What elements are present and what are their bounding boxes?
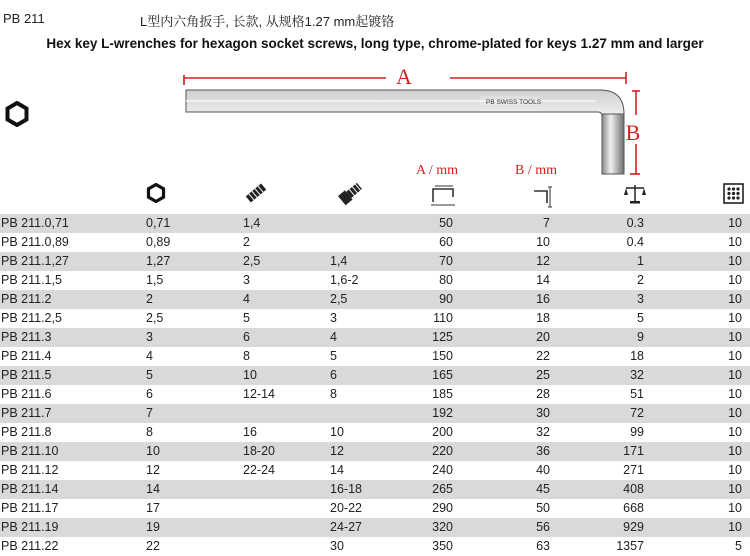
- title-chinese: L型内六角扳手, 长款, 从规格1.27 mm起镀铬: [140, 14, 395, 29]
- cell-article-number: PB 211.19: [1, 520, 59, 534]
- cell-set-screw-size: 22-24: [243, 463, 275, 477]
- cell-hex-size: 0,89: [146, 235, 171, 249]
- table-row: [0, 233, 750, 252]
- cell-package-qty: 10: [728, 368, 742, 382]
- cell-set-screw-size: 4: [243, 292, 250, 306]
- cell-set-screw-size: 2,5: [243, 254, 261, 268]
- cell-length-b: 16: [536, 292, 550, 306]
- cell-cap-screw-size: 16-18: [330, 482, 362, 496]
- cell-weight: 72: [630, 406, 644, 420]
- cell-package-qty: 10: [728, 216, 742, 230]
- cell-package-qty: 10: [728, 444, 742, 458]
- cell-cap-screw-size: 1,4: [330, 254, 348, 268]
- cell-weight: 171: [623, 444, 644, 458]
- cell-length-b: 20: [536, 330, 550, 344]
- product-code: PB 211: [3, 11, 45, 26]
- cell-article-number: PB 211.2,5: [1, 311, 62, 325]
- cell-article-number: PB 211.1,27: [1, 254, 69, 268]
- cell-hex-size: 14: [146, 482, 160, 496]
- cell-length-a: 165: [432, 368, 453, 382]
- dimension-b-icon: [531, 185, 555, 209]
- cell-length-a: 80: [439, 273, 453, 287]
- cell-weight: 271: [623, 463, 644, 477]
- cell-length-b: 30: [536, 406, 550, 420]
- cell-cap-screw-size: 24-27: [330, 520, 362, 534]
- cell-package-qty: 5: [735, 539, 742, 553]
- cell-weight: 1357: [616, 539, 644, 553]
- table-row: [0, 366, 750, 385]
- cell-length-a: 220: [432, 444, 453, 458]
- cell-weight: 32: [630, 368, 644, 382]
- cell-length-b: 12: [536, 254, 550, 268]
- table-row: [0, 290, 750, 309]
- cell-article-number: PB 211.17: [1, 501, 59, 515]
- cell-package-qty: 10: [728, 349, 742, 363]
- cell-article-number: PB 211.6: [1, 387, 52, 401]
- cell-length-b: 40: [536, 463, 550, 477]
- cell-weight: 18: [630, 349, 644, 363]
- cell-hex-size: 1,27: [146, 254, 171, 268]
- cell-weight: 0.3: [626, 216, 644, 230]
- table-row: [0, 480, 750, 499]
- cell-weight: 9: [637, 330, 644, 344]
- cell-set-screw-size: 8: [243, 349, 250, 363]
- cell-length-a: 290: [432, 501, 453, 515]
- table-row: [0, 385, 750, 404]
- cell-length-b: 45: [536, 482, 550, 496]
- cell-weight: 929: [623, 520, 644, 534]
- cell-hex-size: 17: [146, 501, 160, 515]
- cell-hex-size: 8: [146, 425, 153, 439]
- cell-hex-size: 2: [146, 292, 153, 306]
- cell-weight: 51: [630, 387, 644, 401]
- dimension-a-label: A: [396, 64, 412, 89]
- table-row: [0, 328, 750, 347]
- cell-hex-size: 19: [146, 520, 160, 534]
- cell-length-a: 200: [432, 425, 453, 439]
- cell-hex-size: 2,5: [146, 311, 164, 325]
- cell-set-screw-size: 18-20: [243, 444, 275, 458]
- cell-cap-screw-size: 14: [330, 463, 344, 477]
- cell-length-b: 36: [536, 444, 550, 458]
- cell-weight: 99: [630, 425, 644, 439]
- cell-length-a: 50: [439, 216, 453, 230]
- table-row: [0, 442, 750, 461]
- table-row: [0, 499, 750, 518]
- cell-package-qty: 10: [728, 292, 742, 306]
- cell-length-a: 265: [432, 482, 453, 496]
- cell-cap-screw-size: 4: [330, 330, 337, 344]
- cell-article-number: PB 211.8: [1, 425, 52, 439]
- cell-hex-size: 12: [146, 463, 160, 477]
- cell-length-a: 110: [433, 311, 453, 325]
- cell-length-b: 14: [536, 273, 550, 287]
- cell-cap-screw-size: 5: [330, 349, 337, 363]
- cell-package-qty: 10: [728, 501, 742, 515]
- socket-cap-screw-icon: [338, 180, 364, 206]
- cell-length-b: 18: [536, 311, 550, 325]
- cell-package-qty: 10: [728, 330, 742, 344]
- cell-length-b: 63: [536, 539, 550, 553]
- cell-hex-size: 10: [146, 444, 160, 458]
- spec-table: [0, 214, 750, 556]
- cell-weight: 5: [637, 311, 644, 325]
- cell-package-qty: 10: [728, 254, 742, 268]
- cell-package-qty: 10: [728, 311, 742, 325]
- column-label-a: A / mm: [416, 163, 459, 178]
- cell-hex-size: 0,71: [146, 216, 171, 230]
- cell-length-b: 7: [543, 216, 550, 230]
- cell-article-number: PB 211.12: [1, 463, 59, 477]
- column-label-b: B / mm: [515, 163, 558, 178]
- cell-length-b: 10: [536, 235, 550, 249]
- cell-package-qty: 10: [728, 273, 742, 287]
- cell-length-b: 32: [536, 425, 550, 439]
- cell-article-number: PB 211.1,5: [1, 273, 62, 287]
- dimension-b-label: B: [625, 120, 641, 145]
- cell-set-screw-size: 12-14: [243, 387, 275, 401]
- cell-article-number: PB 211.0,71: [1, 216, 69, 230]
- cell-package-qty: 10: [728, 406, 742, 420]
- cell-package-qty: 10: [728, 425, 742, 439]
- cell-set-screw-size: 10: [243, 368, 257, 382]
- cell-set-screw-size: 2: [243, 235, 250, 249]
- table-row: [0, 309, 750, 328]
- set-screw-icon: [243, 182, 269, 204]
- cell-length-a: 240: [432, 463, 453, 477]
- cell-cap-screw-size: 6: [330, 368, 337, 382]
- cell-hex-size: 22: [146, 539, 160, 553]
- table-row: [0, 423, 750, 442]
- cell-cap-screw-size: 3: [330, 311, 337, 325]
- cell-length-b: 22: [536, 349, 550, 363]
- cell-length-a: 320: [432, 520, 453, 534]
- cell-article-number: PB 211.3: [1, 330, 52, 344]
- cell-length-a: 60: [439, 235, 453, 249]
- cell-hex-size: 3: [146, 330, 153, 344]
- cell-cap-screw-size: 8: [330, 387, 337, 401]
- cell-article-number: PB 211.7: [1, 406, 52, 420]
- table-row: [0, 518, 750, 537]
- cell-length-b: 28: [536, 387, 550, 401]
- balance-scale-icon: [623, 183, 647, 205]
- dimension-a-icon: [431, 185, 457, 207]
- cell-article-number: PB 211.22: [1, 539, 59, 553]
- cell-package-qty: 10: [728, 387, 742, 401]
- cell-hex-size: 4: [146, 349, 153, 363]
- cell-article-number: PB 211.2: [1, 292, 52, 306]
- cell-package-qty: 10: [728, 235, 742, 249]
- cell-set-screw-size: 16: [243, 425, 257, 439]
- cell-length-a: 90: [439, 292, 453, 306]
- cell-cap-screw-size: 12: [330, 444, 344, 458]
- cell-hex-size: 1,5: [146, 273, 164, 287]
- cell-weight: 3: [637, 292, 644, 306]
- cell-article-number: PB 211.10: [1, 444, 59, 458]
- cell-cap-screw-size: 1,6-2: [330, 273, 359, 287]
- cell-weight: 1: [637, 254, 644, 268]
- cell-length-b: 50: [536, 501, 550, 515]
- table-row: [0, 271, 750, 290]
- cell-weight: 668: [623, 501, 644, 515]
- cell-length-a: 150: [432, 349, 453, 363]
- cell-set-screw-size: 1,4: [243, 216, 261, 230]
- cell-weight: 408: [623, 482, 644, 496]
- cell-hex-size: 5: [146, 368, 153, 382]
- cell-cap-screw-size: 2,5: [330, 292, 348, 306]
- cell-set-screw-size: 6: [243, 330, 250, 344]
- cell-length-a: 350: [432, 539, 453, 553]
- table-row: [0, 347, 750, 366]
- cell-package-qty: 10: [728, 463, 742, 477]
- hexagon-icon: [146, 183, 166, 203]
- cell-length-a: 192: [432, 406, 453, 420]
- cell-article-number: PB 211.0,89: [1, 235, 69, 249]
- cell-package-qty: 10: [728, 520, 742, 534]
- brand-engraving: PB SWISS TOOLS: [486, 99, 542, 106]
- cell-weight: 2: [637, 273, 644, 287]
- table-row: [0, 461, 750, 480]
- cell-cap-screw-size: 20-22: [330, 501, 362, 515]
- cell-package-qty: 10: [728, 482, 742, 496]
- cell-article-number: PB 211.5: [1, 368, 52, 382]
- cell-hex-size: 6: [146, 387, 153, 401]
- table-row: [0, 252, 750, 271]
- cell-length-a: 185: [432, 387, 453, 401]
- table-row: [0, 214, 750, 233]
- cell-article-number: PB 211.4: [1, 349, 52, 363]
- cell-set-screw-size: 3: [243, 273, 250, 287]
- table-row: [0, 404, 750, 423]
- cell-length-a: 125: [432, 330, 453, 344]
- cell-weight: 0.4: [626, 235, 644, 249]
- title-english: Hex key L-wrenches for hexagon socket screws, long type, chrome-plated for keys 1.27 mm and larger: [46, 36, 704, 51]
- cell-cap-screw-size: 10: [330, 425, 344, 439]
- cell-length-b: 56: [536, 520, 550, 534]
- cell-length-a: 70: [439, 254, 453, 268]
- cell-cap-screw-size: 30: [330, 539, 344, 553]
- cell-article-number: PB 211.14: [1, 482, 59, 496]
- package-quantity-icon: [723, 183, 744, 204]
- cell-length-b: 25: [536, 368, 550, 382]
- table-row: [0, 537, 750, 556]
- cell-hex-size: 7: [146, 406, 153, 420]
- cell-set-screw-size: 5: [243, 311, 250, 325]
